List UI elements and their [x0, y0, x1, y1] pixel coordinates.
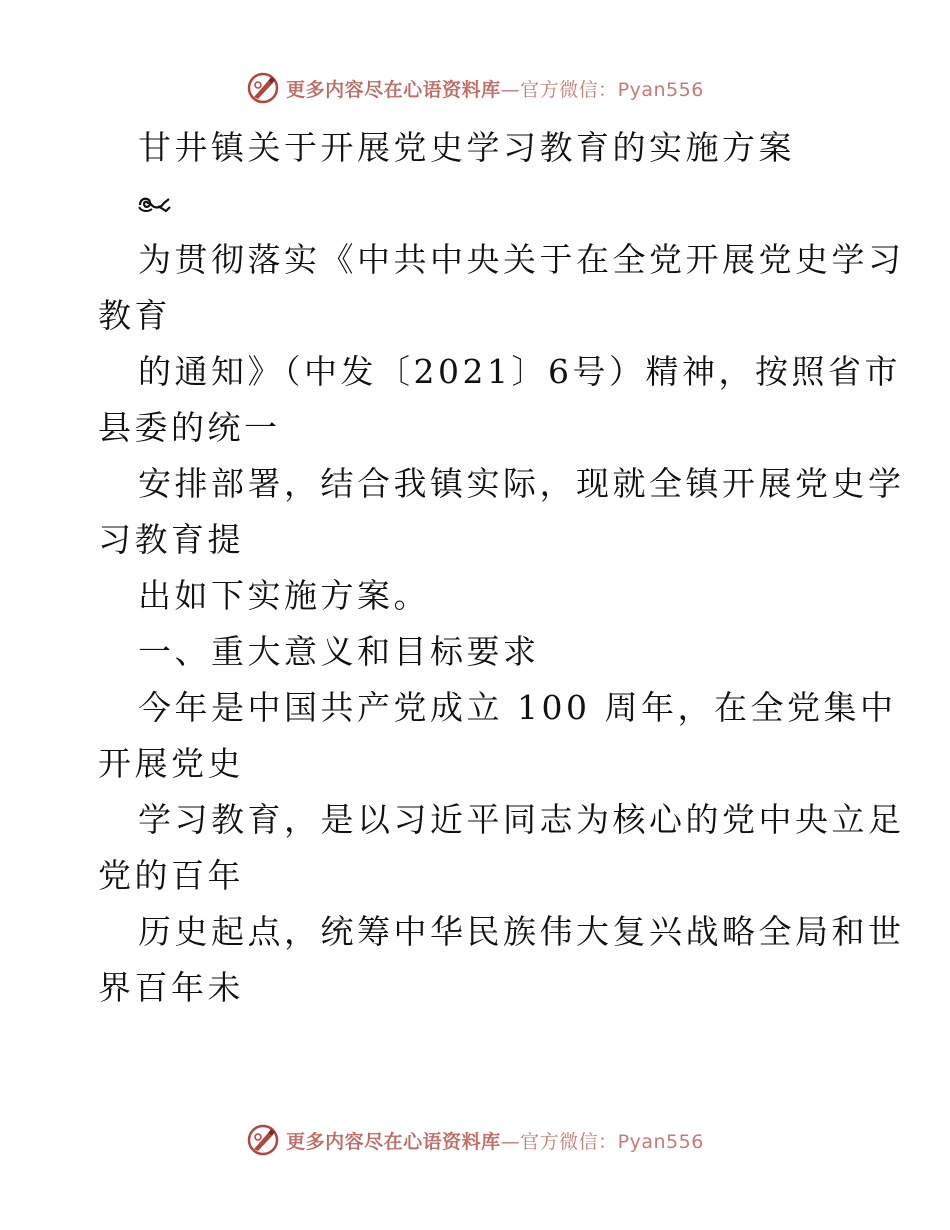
section-heading: 一、重大意义和目标要求: [138, 632, 540, 671]
watermark-text: [286, 1127, 704, 1154]
paragraph-line: 党的百年: [98, 856, 244, 895]
watermark-text: [286, 75, 704, 102]
pen-logo-icon: [246, 71, 280, 105]
watermark-dash: —: [500, 1130, 521, 1153]
ornament-row: [98, 176, 868, 232]
footer-watermark: [0, 1122, 950, 1158]
header-watermark: [0, 70, 950, 106]
paragraph-line: 历史起点，统筹中华民族伟大复兴战略全局和世: [138, 912, 905, 951]
paragraph-line: 习教育提: [98, 520, 244, 559]
watermark-contact-text: 官方微信：Pyan556: [520, 1130, 704, 1153]
document-body: [98, 120, 905, 1016]
document-title: 甘井镇关于开展党史学习教育的实施方案: [138, 128, 795, 167]
paragraph-line: 学习教育，是以习近平同志为核心的党中央立足: [138, 800, 905, 839]
paragraph-line: 安排部署，结合我镇实际，现就全镇开展党史学: [138, 464, 905, 503]
flourish-icon: [136, 193, 172, 215]
watermark-main-text: 更多内容尽在心语资料库: [286, 1130, 501, 1153]
watermark-main-text: 更多内容尽在心语资料库: [286, 78, 501, 101]
watermark-contact-text: 官方微信：Pyan556: [520, 78, 704, 101]
paragraph-line: 为贯彻落实《中共中央关于在全党开展党史学习: [138, 240, 905, 279]
paragraph-line: 县委的统一: [98, 408, 281, 447]
paragraph-line: 界百年未: [98, 968, 244, 1007]
paragraph-line: 今年是中国共产党成立 100 周年，在全党集中: [138, 688, 897, 727]
paragraph-line: 出如下实施方案。: [138, 576, 430, 615]
pen-logo-icon: [246, 1123, 280, 1157]
paragraph-line: 开展党史: [98, 744, 244, 783]
paragraph-line: 教育: [98, 296, 171, 335]
paragraph-line: 的通知》（中发〔2021〕6号）精神，按照省市: [138, 352, 901, 391]
watermark-dash: —: [500, 78, 521, 101]
